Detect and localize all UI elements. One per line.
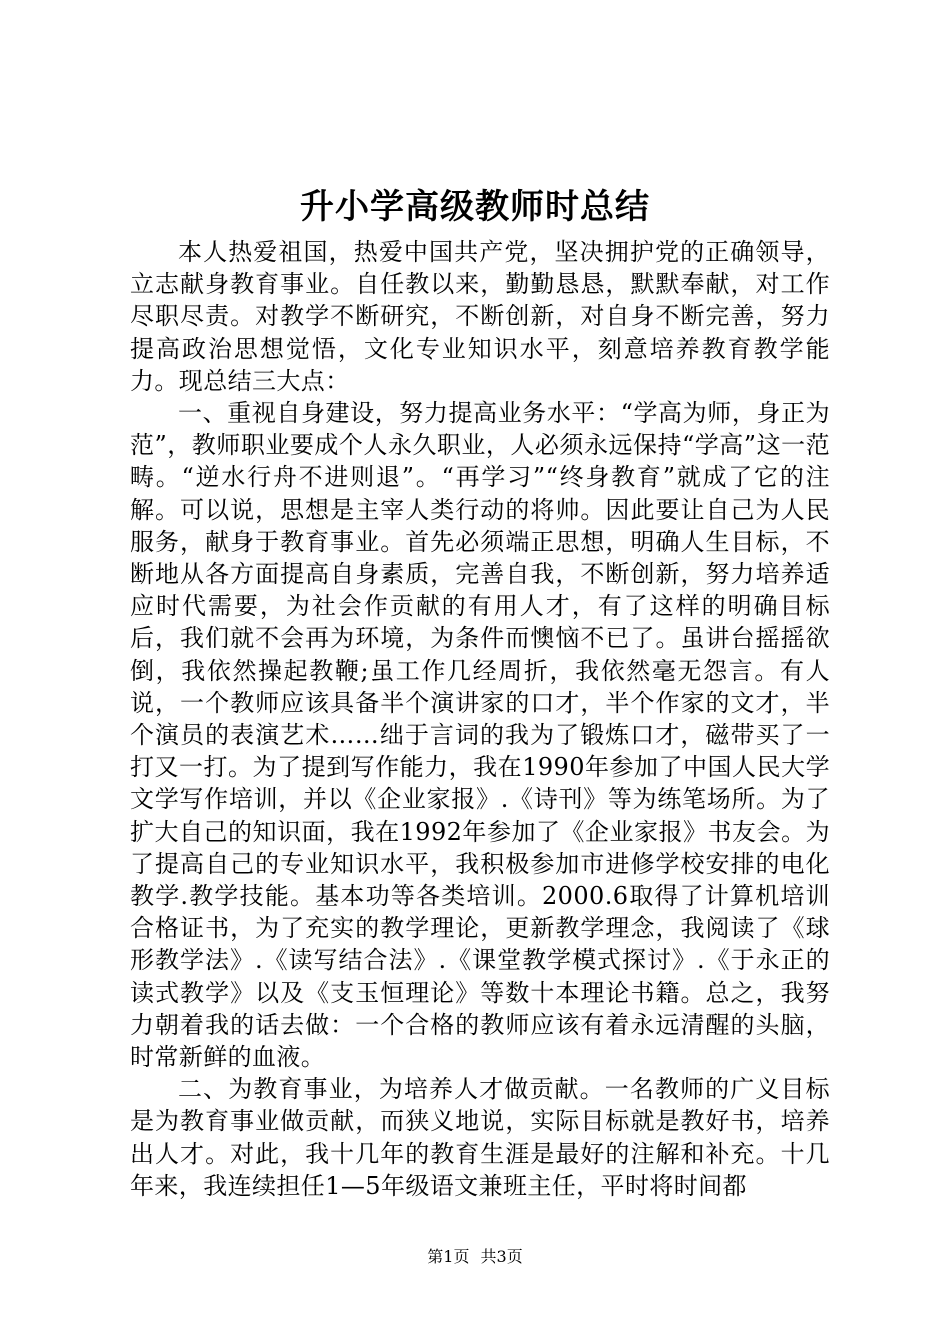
paragraph-section-1: 一、重视自身建设，努力提高业务水平：“学高为师，身正为范”，教师职业要成个人永久职业，人必须永远保持“学高”这一范畴。“逆水行舟不进则退”。“再学习”“终身教育”就成了它的注解。可以说，思想是主宰人类行动的将帅。因此要让自己为人民服务，献身于教育事业。首先必须端正思想，明确人生目标，不断地从各方面提高自身素质，完善自我，不断创新，努力培养适应时代需要，为社会作贡献的有用人才，有了这样的明确目标后，我们就不会再为环境，为条件而懊恼不已了。虽讲台摇摇欲倒，我依然操起教鞭;虽工作几经周折，我依然毫无怨言。有人说，一个教师应该具备半个演讲家的口才，半个作家的文才，半个演员的表演艺术……绌于言词的我为了锻炼口才，磁带买了一打又一打。为了提到写作能力，我在1990年参加了中国人民大学文学写作培训，并以《企业家报》.《诗刊》等为练笔场所。为了扩大自己的知识面，我在1992年参加了《企业家报》书友会。为了提高自己的专业知识水平，我积极参加市进修学校安排的电化教学.教学技能。基本功等各类培训。2000.6取得了计算机培训合格证书，为了充实的教学理论，更新教学理念，我阅读了《球形教学法》.《读写结合法》.《课堂教学模式探讨》.《于永正的读式教学》以及《支玉恒理论》等数十本理论书籍。总之，我努力朝着我的话去做：一个合格的教师应该有着永远清醒的头脑，时常新鲜的血液。	[130, 399, 830, 1072]
document-body	[130, 236, 830, 1202]
page-footer	[0, 1246, 950, 1268]
page-total: 共3页	[480, 1247, 523, 1266]
page-number: 第1页	[427, 1247, 470, 1266]
document-title: 升小学高级教师时总结	[300, 187, 650, 227]
paragraph-intro: 本人热爱祖国，热爱中国共产党，坚决拥护党的正确领导，立志献身教育事业。自任教以来，勤勤恳恳，默默奉献，对工作尽职尽责。对教学不断研究，不断创新，对自身不断完善，努力提高政治思想觉悟，文化专业知识水平，刻意培养教育教学能力。现总结三大点：	[130, 238, 830, 395]
paragraph-section-2: 二、为教育事业，为培养人才做贡献。一名教师的广义目标是为教育事业做贡献，而狭义地说，实际目标就是教好书，培养出人才。对此，我十几年的教育生涯是最好的注解和补充。十几年来，我连续担任1—5年级语文兼班主任，平时将时间都	[130, 1075, 830, 1200]
